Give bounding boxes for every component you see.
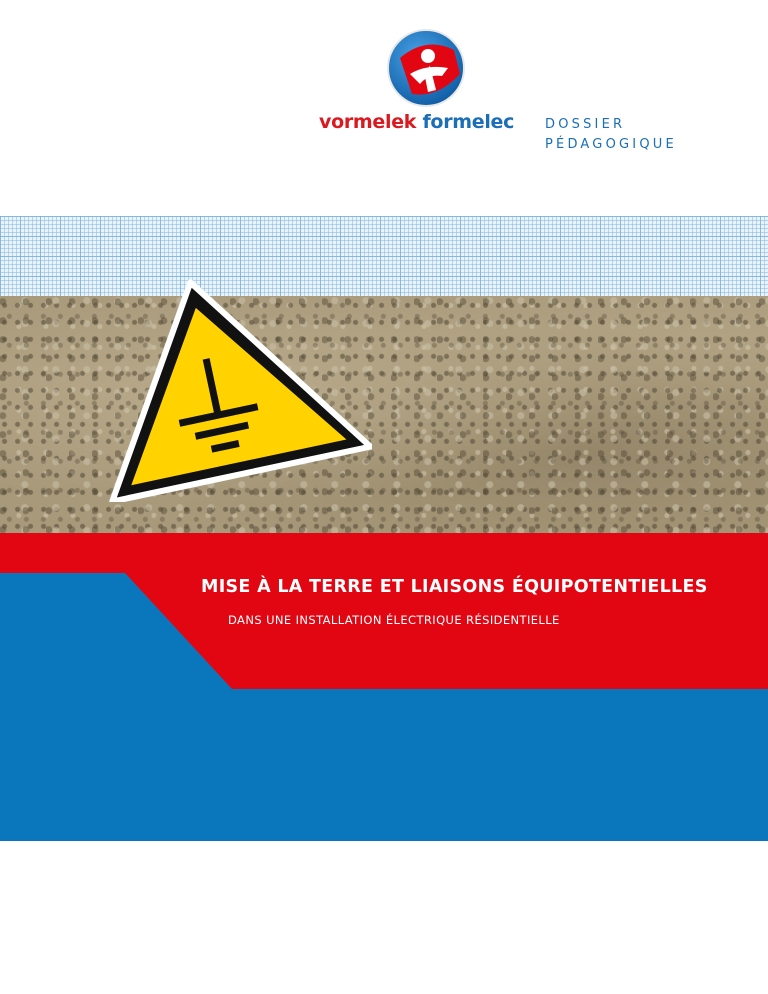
- brand-name: [319, 111, 514, 133]
- brand-tagline: [545, 115, 677, 155]
- tagline-line1: DOSSIER: [545, 117, 626, 132]
- brand-name-part1: vormelek: [319, 111, 417, 133]
- red-band: [0, 533, 768, 689]
- cover-title: MISE À LA TERRE ET LIAISONS ÉQUIPOTENTIELLES: [201, 577, 708, 597]
- tagline-line2: PÉDAGOGIQUE: [545, 137, 677, 152]
- earth-ground-warning-sign-icon: [92, 262, 372, 502]
- cover-subtitle: DANS UNE INSTALLATION ÉLECTRIQUE RÉSIDENTIELLE: [228, 613, 560, 627]
- brand-name-part2: formelec: [422, 111, 515, 133]
- brand-logo-icon: [386, 28, 466, 108]
